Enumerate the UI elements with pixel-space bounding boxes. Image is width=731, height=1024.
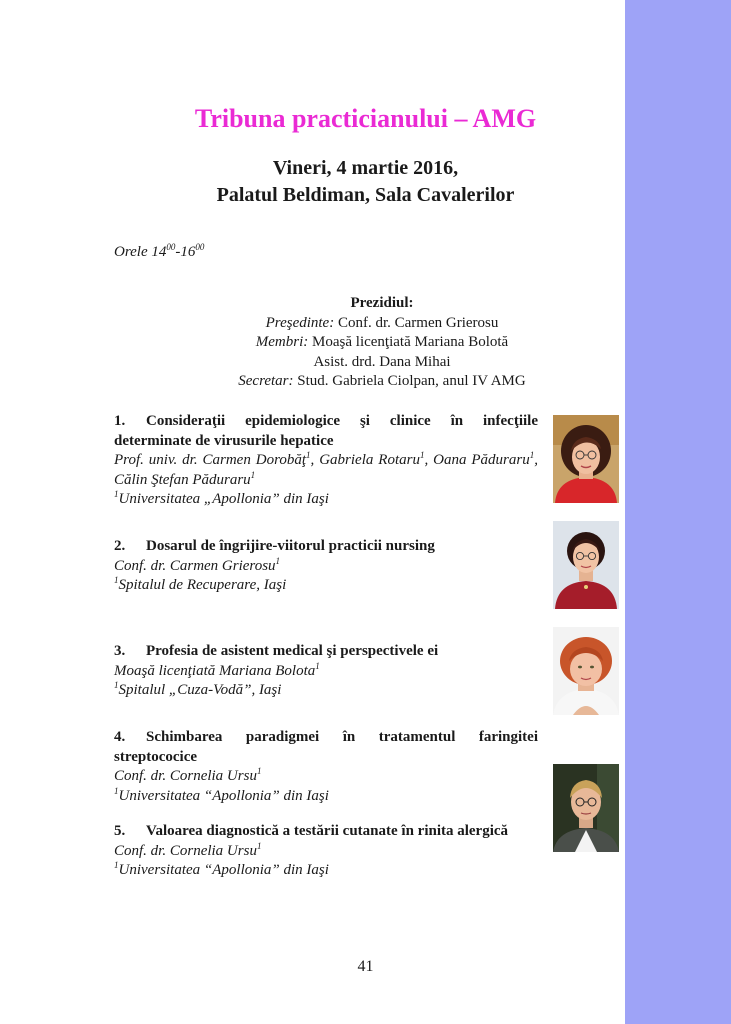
footnote-marker: 1 (315, 660, 320, 671)
item-number: 3. (114, 643, 126, 659)
speaker-photo (553, 521, 619, 609)
president-label: Preşedinte: (265, 314, 335, 331)
president-name: Conf. dr. Carmen Grierosu (337, 314, 499, 331)
footnote-marker: 1 (114, 785, 119, 796)
event-date: Vineri, 4 martie 2016, (272, 157, 459, 179)
hours-end: -16 (175, 244, 196, 260)
affiliation-text: Universitatea “Apollonia” din Iaşi (118, 787, 329, 804)
item-title (114, 537, 538, 557)
program-item (114, 822, 538, 881)
secretary-name: Stud. Gabriela Ciolpan, anul IV AMG (297, 373, 526, 389)
footnote-marker: 1 (256, 840, 262, 851)
item-number: 4. (114, 729, 126, 745)
item-affiliation (114, 490, 538, 510)
member-name: Asist. drd. Dana Mihai (313, 353, 451, 370)
item-number: 1. (114, 413, 126, 429)
item-title (114, 412, 538, 451)
footnote-marker: 1 (306, 450, 311, 460)
hours-start-minutes: 00 (166, 242, 176, 252)
speaker-photo (553, 627, 619, 715)
footnote-marker: 1 (256, 766, 262, 776)
item-authors (114, 557, 538, 577)
footnote-marker: 1 (275, 555, 281, 566)
author-name: Conf. dr. Cornelia Ursu (114, 842, 257, 859)
affiliation-text: Universitatea “Apollonia” din Iaşi (118, 862, 329, 878)
speaker-photo (553, 764, 619, 852)
affiliation-text: Universitatea „Apollonia” din Iaşi (118, 491, 329, 507)
author-name: Conf. dr. Cornelia Ursu (114, 768, 257, 784)
footnote-marker: 1 (250, 469, 256, 480)
footnote-marker: 1 (114, 489, 119, 499)
session-hours (114, 244, 204, 261)
affiliation-text: Spitalul de Recuperare, Iaşi (118, 577, 287, 593)
item-affiliation (114, 576, 538, 596)
item-title (114, 822, 538, 842)
author-name: , Călin Ştefan Păduraru (114, 452, 538, 488)
item-title-text: Dosarul de îngrijire-viitorul practicii nursing (146, 538, 435, 554)
item-title-text: Schimbarea paradigmei în tratamentul faringitei streptococice (114, 729, 538, 765)
item-affiliation (114, 681, 538, 701)
presidium-secretary (114, 372, 650, 392)
item-title-text: Consideraţii epidemiologice şi clinice în infecţiile determinate de virusurile hepatice (114, 413, 538, 449)
side-band (625, 0, 731, 1024)
secretary-label: Secretar: (238, 373, 294, 389)
affiliation-text: Spitalul „Cuza-Vodă”, Iaşi (118, 682, 282, 698)
item-title-text: Profesia de asistent medical şi perspectivele ei (146, 643, 439, 659)
item-title-text: Valoarea diagnostică a testării cutanate în rinita alergică (146, 823, 509, 839)
item-authors (114, 662, 538, 682)
hours-start: Orele 14 (114, 244, 167, 260)
program-item (114, 642, 538, 701)
presidium-members (114, 333, 650, 353)
footnote-marker: 1 (529, 450, 535, 460)
item-title (114, 642, 538, 662)
program-item (114, 728, 538, 806)
program-item (114, 412, 538, 510)
hours-end-minutes: 00 (195, 242, 205, 252)
author-name: Conf. dr. Carmen Grierosu (114, 557, 276, 574)
presidium (114, 294, 650, 392)
page-number: 41 (357, 958, 374, 975)
speaker-photo (553, 415, 619, 503)
item-authors (114, 842, 538, 862)
page-title: Tribuna practicianului – AMG (194, 104, 537, 133)
author-name: Moaşă licenţiată Mariana Bolota (114, 662, 316, 679)
members-label: Membri: (255, 334, 309, 350)
item-affiliation (114, 787, 538, 807)
member-name: Moaşă licenţiată Mariana Bolotă (312, 334, 509, 350)
author-name: Prof. univ. dr. Carmen Dorobăţ (114, 452, 307, 468)
item-number: 2. (114, 538, 126, 554)
item-authors (114, 767, 538, 787)
footnote-marker: 1 (114, 575, 119, 585)
footnote-marker: 1 (114, 860, 119, 870)
footnote-marker: 1 (114, 680, 119, 690)
author-name: , Oana Păduraru (424, 452, 530, 468)
item-affiliation (114, 861, 538, 881)
event-venue: Palatul Beldiman, Sala Cavalerilor (216, 184, 515, 206)
footnote-marker: 1 (419, 450, 425, 460)
item-number: 5. (114, 823, 126, 839)
author-name: , Gabriela Rotaru (310, 452, 420, 468)
item-authors (114, 451, 538, 490)
item-title (114, 728, 538, 767)
presidium-heading: Prezidiul: (350, 295, 414, 311)
presidium-president (114, 314, 650, 334)
program-item (114, 537, 538, 596)
